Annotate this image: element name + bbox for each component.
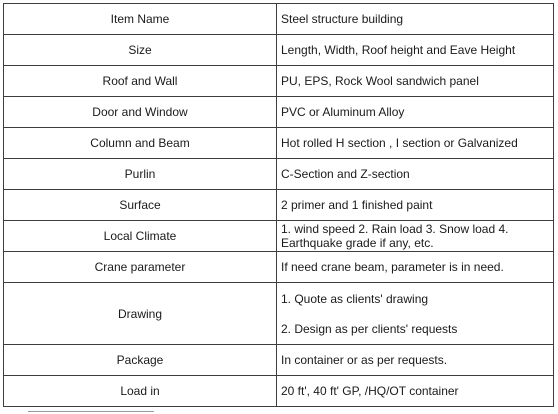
row-value: PVC or Aluminum Alloy [277,97,554,128]
row-label: Load in [4,376,277,407]
table-row [4,66,554,97]
row-value: In container or as per requests. [277,345,554,376]
row-label: Drawing [4,283,277,345]
row-value: PU, EPS, Rock Wool sandwich panel [277,66,554,97]
table-row [4,97,554,128]
table-row [4,159,554,190]
table-row [4,345,554,376]
table-row [4,128,554,159]
row-label: Size [4,35,277,66]
row-value: Length, Width, Roof height and Eave Height [277,35,554,66]
table-row [4,4,554,35]
row-label: Package [4,345,277,376]
row-label: Surface [4,190,277,221]
table-row [4,221,554,252]
row-value: Hot rolled H section , I section or Galvanized [277,128,554,159]
row-value: 1. wind speed 2. Rain load 3. Snow load 4. Earthquake grade if any, etc. [277,221,554,252]
row-value: If need crane beam, parameter is in need. [277,252,554,283]
row-value: C-Section and Z-section [277,159,554,190]
row-value: 20 ft', 40 ft' GP, /HQ/OT container [277,376,554,407]
row-label: Local Climate [4,221,277,252]
row-label: Purlin [4,159,277,190]
drawing-line: 1. Quote as clients' drawing [281,291,429,306]
row-value: 2 primer and 1 finished paint [277,190,554,221]
row-label: Crane parameter [4,252,277,283]
spec-table [3,3,554,407]
table-row [4,35,554,66]
row-label: Item Name [4,4,277,35]
row-label: Column and Beam [4,128,277,159]
table-row [4,190,554,221]
table-row [4,376,554,407]
row-value [277,283,554,345]
table-row [4,283,554,345]
row-label: Roof and Wall [4,66,277,97]
table-row [4,252,554,283]
drawing-line: 2. Design as per clients' requests [281,321,458,336]
row-label: Door and Window [4,97,277,128]
divider [28,411,154,412]
row-value: Steel structure building [277,4,554,35]
